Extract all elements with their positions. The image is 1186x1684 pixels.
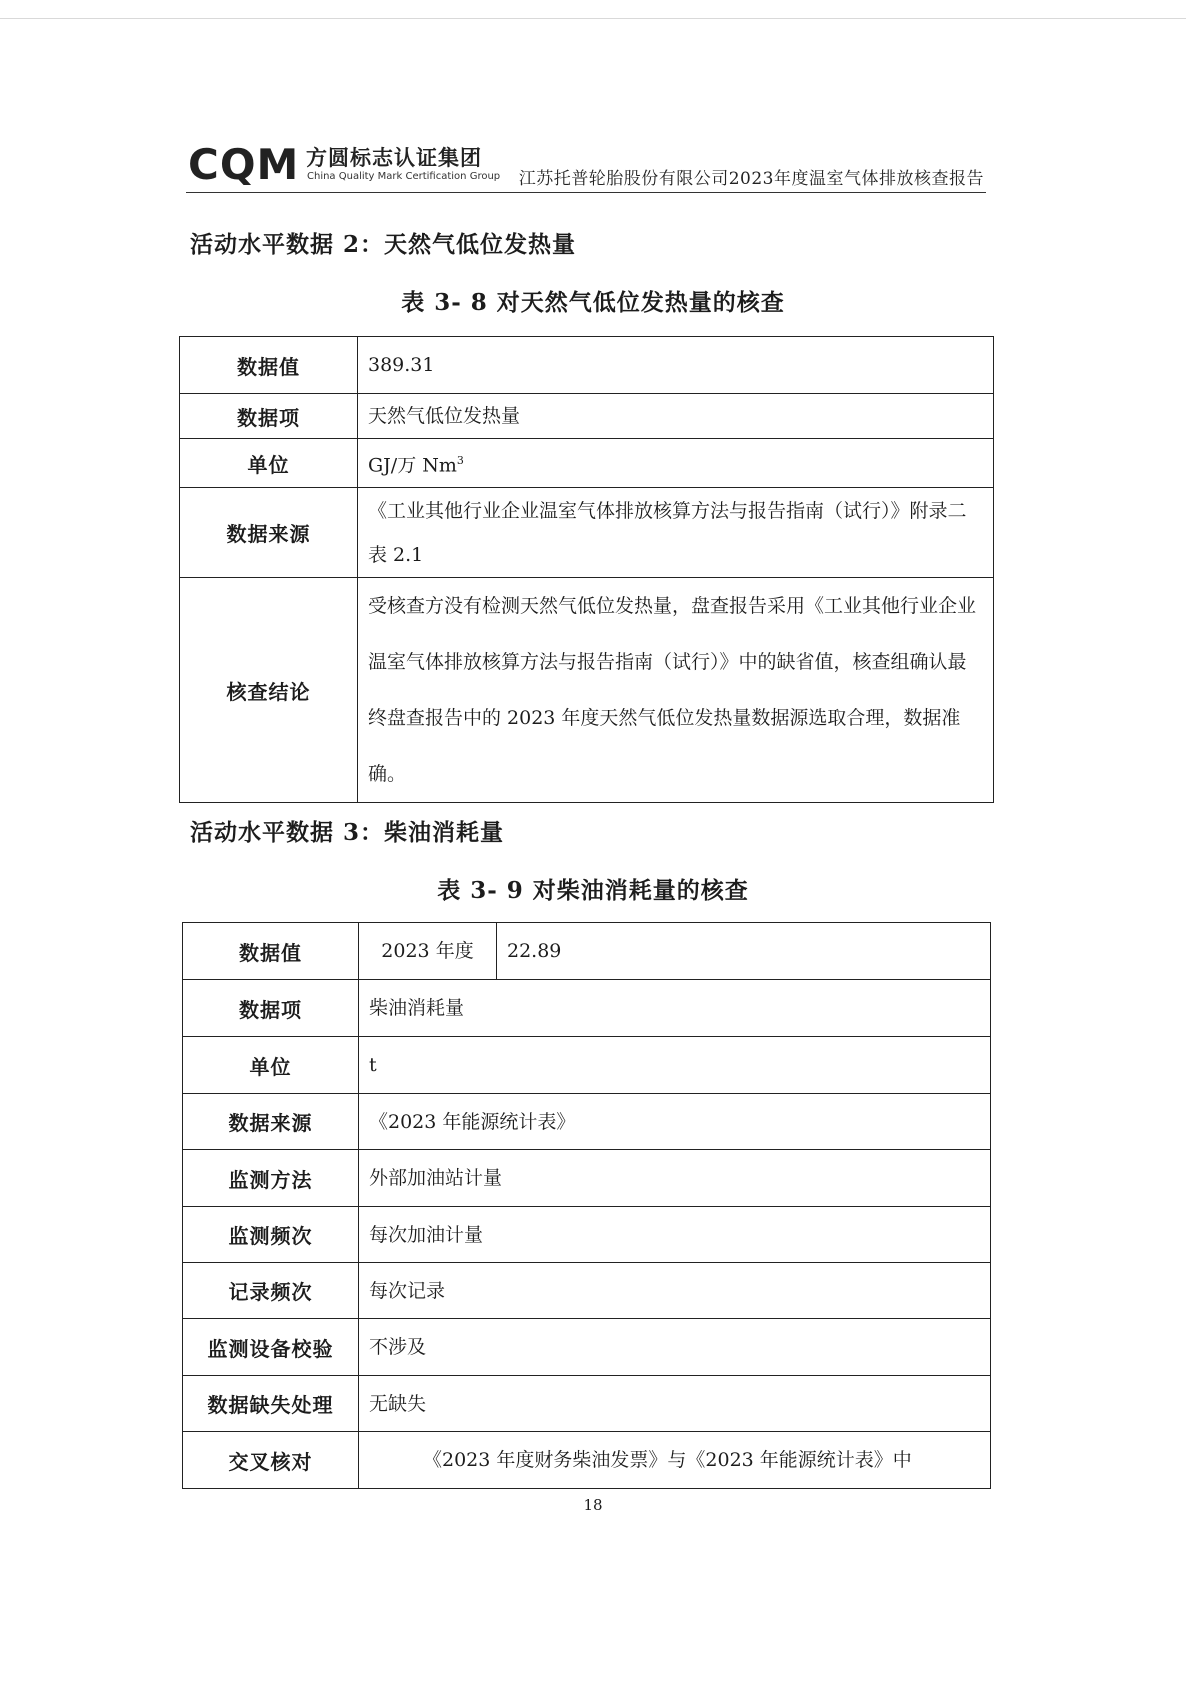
row-value: 《2023 年度财务柴油发票》与《2023 年能源统计表》中: [359, 1432, 991, 1489]
table-row: [180, 488, 994, 578]
year-cell: 2023 年度: [359, 923, 497, 980]
row-value: 22.89: [497, 923, 991, 980]
unit-superscript: 3: [456, 454, 464, 467]
table-3-9: [182, 922, 991, 1489]
row-label: 监测设备校验: [183, 1319, 359, 1376]
row-value: 389.31: [358, 337, 994, 394]
row-value: [358, 439, 994, 488]
row-value: t: [359, 1037, 991, 1094]
row-value: 不涉及: [359, 1319, 991, 1376]
table-row: [183, 1319, 991, 1376]
row-value: 柴油消耗量: [359, 980, 991, 1037]
table-row: [183, 1094, 991, 1150]
table-row: [180, 578, 994, 803]
row-value: 每次记录: [359, 1263, 991, 1319]
table-row: [183, 923, 991, 980]
table-row: [183, 1037, 991, 1094]
row-value: 外部加油站计量: [359, 1150, 991, 1207]
row-label: 单位: [183, 1037, 359, 1094]
row-label: 监测方法: [183, 1150, 359, 1207]
row-label: 数据项: [183, 980, 359, 1037]
section-title-activity-2: 活动水平数据 2：天然气低位发热量: [190, 231, 577, 258]
row-label: 数据值: [180, 337, 358, 394]
table-row: [183, 1207, 991, 1263]
row-value: 每次加油计量: [359, 1207, 991, 1263]
page-number: 18: [583, 1496, 603, 1514]
scan-edge-line: [0, 18, 1186, 19]
report-title: 江苏托普轮胎股份有限公司2023年度温室气体排放核查报告: [518, 169, 984, 189]
table-row: [180, 439, 994, 488]
row-label: 单位: [180, 439, 358, 488]
row-value: 《2023 年能源统计表》: [359, 1094, 991, 1150]
row-value: 受核查方没有检测天然气低位发热量，盘查报告采用《工业其他行业企业温室气体排放核算方法与报告指南（试行）》中的缺省值，核查组确认最终盘查报告中的 2023 年度天然气低位发热量数据源选取合理，数据准确。: [358, 578, 994, 803]
row-value: 无缺失: [359, 1376, 991, 1432]
table-3-8: [179, 336, 994, 803]
table-row: [183, 1150, 991, 1207]
logo-english-name: China Quality Mark Certification Group: [307, 171, 501, 182]
section-title-activity-3: 活动水平数据 3：柴油消耗量: [190, 819, 505, 846]
row-value: 天然气低位发热量: [358, 394, 994, 439]
row-value: 《工业其他行业企业温室气体排放核算方法与报告指南（试行）》附录二表 2.1: [358, 488, 994, 578]
table-row: [180, 394, 994, 439]
row-label: 数据来源: [180, 488, 358, 578]
row-label: 监测频次: [183, 1207, 359, 1263]
table-row: [183, 1263, 991, 1319]
row-label: 核查结论: [180, 578, 358, 803]
table-row: [183, 1432, 991, 1489]
row-label: 数据项: [180, 394, 358, 439]
page-header: [186, 140, 986, 193]
table-caption-3-8: 表 3- 8 对天然气低位发热量的核查: [401, 289, 785, 316]
table-row: [183, 980, 991, 1037]
table-caption-3-9: 表 3- 9 对柴油消耗量的核查: [437, 877, 749, 904]
cqm-logo-mark: CQM: [188, 140, 300, 189]
row-label: 交叉核对: [183, 1432, 359, 1489]
logo-chinese-name: 方圆标志认证集团: [306, 146, 482, 170]
table-row: [183, 1376, 991, 1432]
table-row: [180, 337, 994, 394]
row-label: 记录频次: [183, 1263, 359, 1319]
row-label: 数据来源: [183, 1094, 359, 1150]
row-label: 数据缺失处理: [183, 1376, 359, 1432]
unit-text: GJ/万 Nm: [368, 454, 457, 477]
row-label: 数据值: [183, 923, 359, 980]
